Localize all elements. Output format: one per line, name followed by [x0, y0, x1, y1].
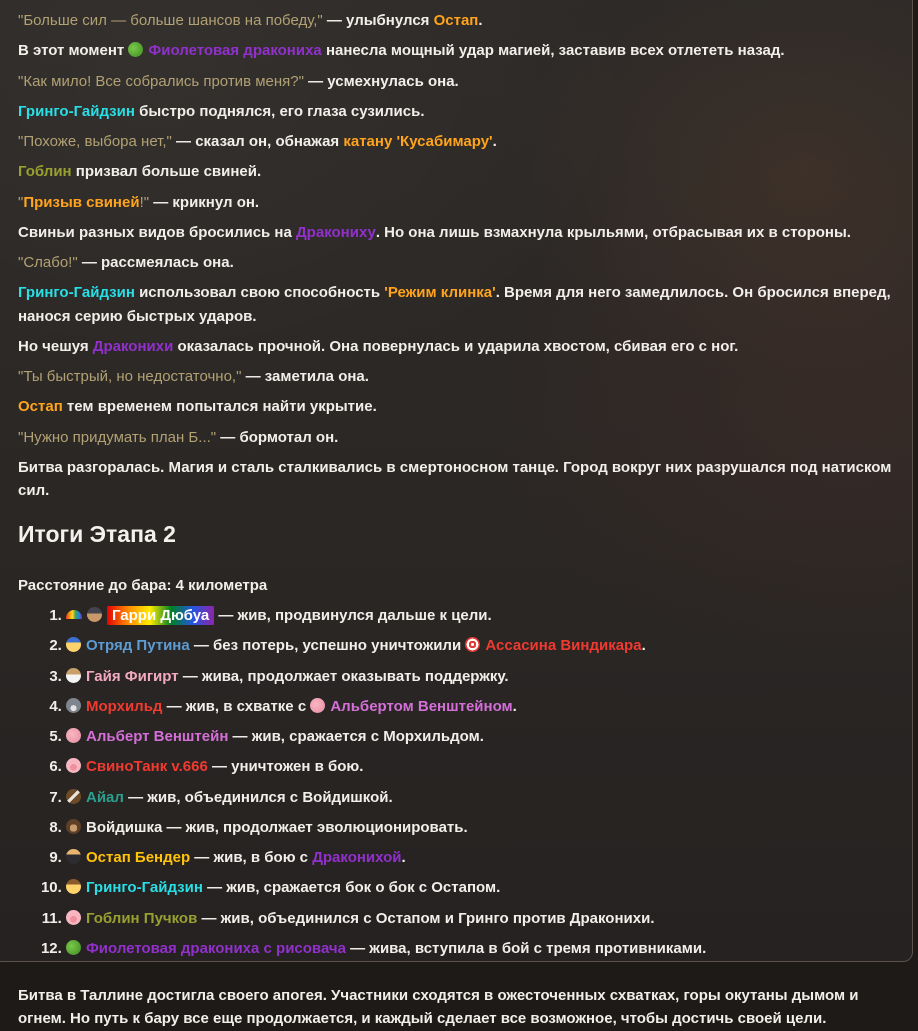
character-name: Гоблин	[18, 163, 72, 181]
text-segment: — жив, сражается с Морхильдом.	[228, 728, 484, 746]
text-segment: использовал свою способность	[134, 284, 385, 302]
character-name: Фиолетовая дракониха	[148, 42, 322, 60]
quote-text: "	[18, 193, 24, 211]
character-name: Отряд Путина	[86, 637, 190, 655]
text-segment: оказалась прочной. Она повернулась и ударила хвостом, сбивая его с ног.	[173, 337, 739, 355]
text-segment: Свиньи разных видов бросились на	[18, 223, 296, 241]
text-segment: Войдишкой	[302, 788, 389, 806]
quote-text: "Похоже, выбора нет,"	[18, 133, 172, 150]
result-item	[66, 755, 892, 778]
character-name: Гарри Дюбуа	[107, 606, 214, 625]
stage-results-heading: Итоги Этапа 2	[18, 521, 176, 548]
text-segment: — сказал он, обнажая	[171, 133, 344, 150]
bow-and-arrow-icon	[66, 789, 81, 804]
quote-text: "Больше сил — больше шансов на победу,"	[18, 12, 323, 29]
character-name: Айал	[86, 788, 124, 806]
character-name: Альберт Венштейн	[86, 728, 229, 746]
story-content	[18, 9, 892, 1031]
character-name: Гринго-Гайдзин	[86, 879, 203, 897]
story-paragraph	[18, 100, 892, 123]
quote-text: !"	[139, 193, 150, 211]
quote-text: "Слабо!"	[18, 254, 78, 271]
person-in-tuxedo-icon	[66, 849, 81, 864]
character-name: Ассасина Виндикара	[485, 637, 642, 655]
text-segment: — жив, в схватке с	[162, 697, 311, 715]
story-paragraph	[18, 251, 892, 274]
result-item	[66, 695, 892, 718]
character-name: Призыв свиней	[23, 193, 140, 211]
text-segment: .	[641, 637, 646, 655]
story-paragraph	[18, 426, 892, 449]
brain-icon	[66, 728, 81, 743]
text-segment: призвал больше свиней.	[71, 163, 262, 181]
text-segment: — крикнул он.	[149, 193, 260, 211]
text-segment: .	[492, 133, 497, 150]
monkey-icon	[66, 819, 81, 834]
pig-face-icon	[66, 910, 81, 925]
text-segment: — жив, продолжает эволюционировать.	[162, 818, 468, 836]
text-segment: — бормотал он.	[216, 428, 339, 446]
character-name: Фиолетовая дракониха с рисовача	[86, 939, 346, 957]
character-name: Дракониху	[296, 223, 376, 241]
dart-target-icon	[465, 637, 480, 652]
story-paragraph	[18, 395, 892, 418]
text-segment: — жив, в бою с	[190, 849, 313, 867]
character-name: Гайя Фигирт	[86, 667, 179, 685]
text-segment: — уничтожен в бою.	[207, 758, 364, 776]
text-segment: — без потерь, успешно уничтожили	[189, 637, 466, 655]
police-officer-icon	[66, 637, 81, 652]
text-segment: — улыбнулся	[322, 12, 434, 29]
character-name: Драконихи	[92, 337, 174, 355]
character-name: Остап Бендер	[86, 849, 191, 867]
quote-text: "Как мило! Все собрались против меня?"	[18, 72, 304, 90]
story-paragraphs	[18, 9, 892, 502]
text-segment: .	[401, 849, 406, 867]
character-name: Остап	[433, 12, 479, 29]
wolf-icon	[66, 698, 81, 713]
result-item	[66, 786, 892, 809]
text-segment: — жив, объединился с	[123, 788, 303, 806]
dragon-icon	[66, 940, 81, 955]
quote-text: "Нужно придумать план Б..."	[18, 428, 217, 446]
text-segment: . Но она лишь взмахнула крыльями, отбрасывая их в стороны.	[375, 223, 851, 241]
character-name: Гринго-Гайдзин	[18, 102, 135, 120]
text-segment: — жива, вступила в бой с тремя противниками.	[345, 939, 707, 957]
result-item	[66, 725, 892, 748]
health-worker-icon	[66, 668, 81, 683]
character-name: Гринго-Гайдзин	[18, 284, 135, 302]
quote-text: "Ты быстрый, но недостаточно,"	[18, 368, 242, 385]
text-segment: .	[388, 788, 393, 806]
rainbow-icon	[66, 610, 82, 619]
text-segment: Войдишка	[86, 818, 163, 836]
text-segment: быстро поднялся, его глаза сузились.	[134, 102, 425, 120]
text-segment: — жив, объединился с Остапом и Гринго против Драконихи.	[197, 909, 655, 927]
story-paragraph	[18, 39, 892, 62]
text-segment: — рассмеялась она.	[77, 254, 234, 271]
text-segment: — заметила она.	[241, 368, 369, 385]
character-name: Драконихой	[312, 849, 402, 867]
result-item	[66, 816, 892, 839]
character-name: Гоблин Пучков	[86, 909, 198, 927]
result-item	[66, 846, 892, 869]
text-segment: нанесла мощный удар магией, заставив всех отлететь назад.	[321, 42, 785, 60]
results-list	[18, 604, 892, 960]
text-segment: Битва разгоралась. Магия и сталь сталкивались в смертоносном танце. Город вокруг них разрушался под натиском сил.	[18, 458, 892, 499]
story-paragraph	[18, 221, 892, 244]
story-paragraph	[18, 160, 892, 183]
result-item	[66, 907, 892, 930]
text-segment: тем временем попытался найти укрытие.	[62, 398, 377, 416]
text-segment: — жива, продолжает оказывать поддержку.	[178, 667, 509, 685]
character-name: Морхильд	[86, 697, 163, 715]
story-paragraph	[18, 281, 892, 328]
character-name: Остап	[18, 398, 63, 416]
epilogue-paragraph: Битва в Таллине достигла своего апогея. Участники сходятся в ожесточенных схватках, горы окутаны дымом и огнем. Но путь к бару все еще продолжается, и каждый сделает все возможное, чтобы достичь своей цели.	[18, 987, 859, 1028]
character-name: СвиноТанк v.666	[86, 758, 208, 776]
text-segment: .	[512, 697, 517, 715]
text-segment: . Время для него замедлилось. Он бросился вперед, нанося серию быстрых ударов.	[18, 284, 891, 325]
result-item	[66, 937, 892, 960]
story-paragraph	[18, 335, 892, 358]
text-segment: .	[478, 12, 483, 29]
result-item	[66, 876, 892, 899]
text-segment: В этот момент	[18, 42, 129, 60]
text-segment: Но чешуя	[18, 337, 93, 355]
text-segment: — жив, сражается бок о бок с Остапом.	[202, 879, 501, 897]
brain-icon	[310, 698, 325, 713]
distance-to-bar-line: Расстояние до бара: 4 километра	[18, 576, 268, 594]
story-paragraph	[18, 70, 892, 93]
story-paragraph	[18, 130, 892, 153]
pig-face-icon	[66, 758, 81, 773]
character-name: катану 'Кусабимару'	[343, 133, 493, 150]
dragon-icon	[128, 42, 143, 57]
story-paragraph	[18, 9, 892, 32]
result-item	[66, 634, 892, 657]
story-paragraph	[18, 365, 892, 388]
result-item	[66, 604, 892, 627]
result-item	[66, 665, 892, 688]
story-paragraph	[18, 191, 892, 214]
text-segment: — усмехнулась она.	[303, 72, 459, 90]
detective-icon	[87, 607, 102, 622]
character-name: 'Режим клинка'	[384, 284, 496, 302]
text-segment: — жив, продвинулся дальше к цели.	[214, 607, 492, 625]
story-paragraph	[18, 456, 892, 503]
cowboy-hat-face-icon	[66, 879, 81, 894]
character-name: Альбертом Венштейном	[330, 697, 513, 715]
